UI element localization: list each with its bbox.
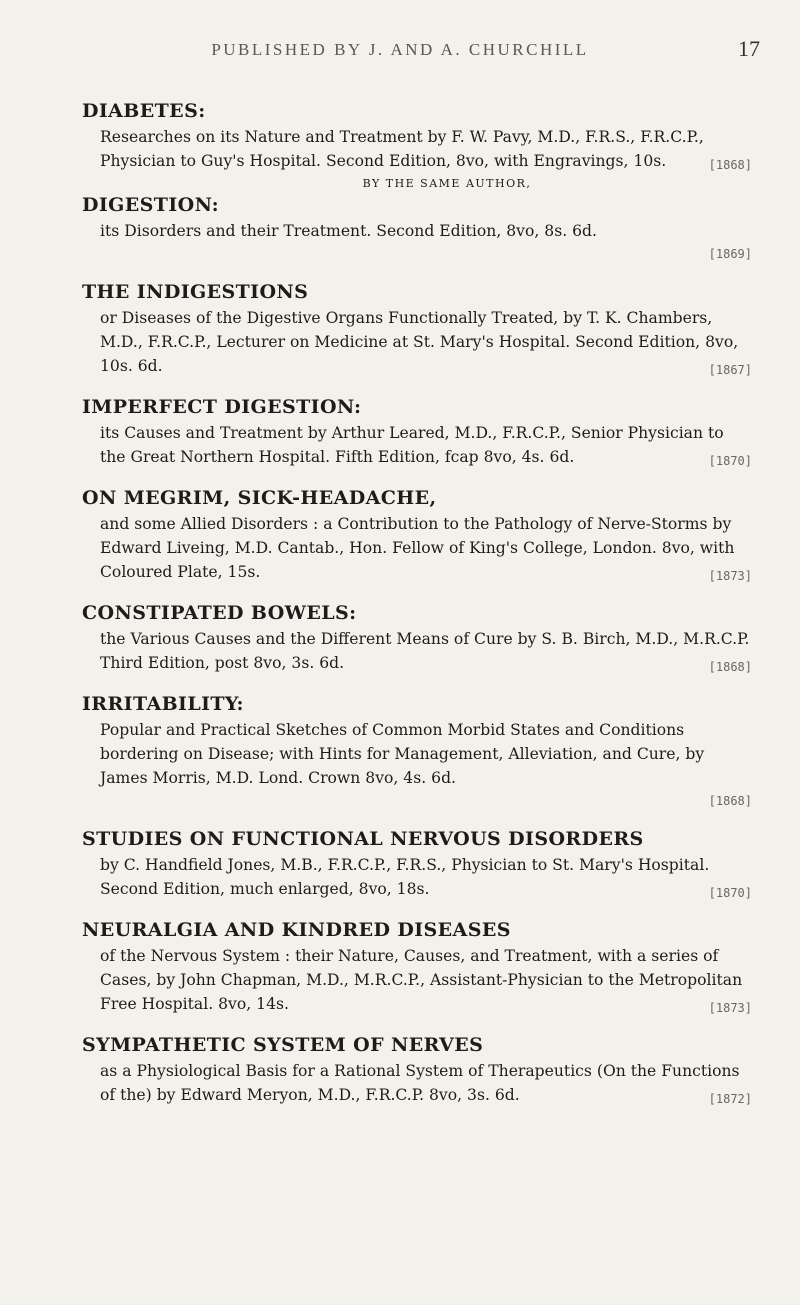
advert-list <box>82 98 752 1123</box>
entry-year: [1867] <box>708 363 752 377</box>
entry-year: [1872] <box>708 1092 752 1106</box>
list-item <box>82 691 752 810</box>
entry-description: Researches on its Nature and Treatment by F. W. Pavy, M.D., F.R.S., F.R.C.P., Physician to Guy's Hospital. Second Edition, 8vo, with Engravings, 10s. <box>100 128 704 170</box>
entry-heading: DIGESTION: <box>82 194 220 216</box>
entry-description: the Various Causes and the Different Means of Cure by S. B. Birch, M.D., M.R.C.P. Third Edition, post 8vo, 3s. 6d. <box>100 630 750 672</box>
entry-text <box>82 421 752 469</box>
entry-text <box>82 512 752 584</box>
entry-year: [1869] <box>708 247 752 261</box>
list-item <box>82 192 752 263</box>
list-item <box>82 826 752 901</box>
entry-description: by C. Handfield Jones, M.B., F.R.C.P., F.R.S., Physician to St. Mary's Hospital. Second Edition, much enlarged, 8vo, 18s. <box>100 856 710 898</box>
entry-heading: CONSTIPATED BOWELS: <box>82 602 357 624</box>
list-item <box>82 394 752 469</box>
entry-heading: IMPERFECT DIGESTION: <box>82 396 362 418</box>
entry-text <box>82 306 752 378</box>
entry-heading: THE INDIGESTIONS <box>82 281 309 303</box>
entry-year: [1870] <box>708 886 752 900</box>
entry-year: [1873] <box>708 569 752 583</box>
entry-text <box>82 853 752 901</box>
list-item <box>82 485 752 584</box>
entry-text <box>82 219 752 243</box>
entry-heading: ON MEGRIM, SICK-HEADACHE, <box>82 487 437 509</box>
entry-description: or Diseases of the Digestive Organs Functionally Treated, by T. K. Chambers, M.D., F.R.C.P., Lecturer on Medicine at St. Mary's Hospital. Second Edition, 8vo, 10s. 6d. <box>100 309 739 375</box>
entry-heading: DIABETES: <box>82 100 206 122</box>
entry-description: its Causes and Treatment by Arthur Leared, M.D., F.R.C.P., Senior Physician to the Great Northern Hospital. Fifth Edition, fcap 8vo, 4s. 6d. <box>100 424 724 466</box>
list-item <box>82 98 752 173</box>
entry-description: Popular and Practical Sketches of Common Morbid States and Conditions bordering on Disease; with Hints for Management, Alleviation, and Cure, by James Morris, M.D. Lond. Crown 8vo, 4s. 6d. <box>100 721 705 787</box>
entry-text <box>82 1059 752 1107</box>
list-item <box>82 600 752 675</box>
entry-heading: SYMPATHETIC SYSTEM OF NERVES <box>82 1034 484 1056</box>
list-item <box>82 279 752 378</box>
entry-description: as a Physiological Basis for a Rational System of Therapeutics (On the Functions of the) by Edward Meryon, M.D., F.R.C.P. 8vo, 3s. 6d. <box>100 1062 740 1104</box>
same-author-note: BY THE SAME AUTHOR, <box>362 177 532 190</box>
entry-text <box>82 944 752 1016</box>
entry-heading: IRRITABILITY: <box>82 693 244 715</box>
entry-year: [1870] <box>708 454 752 468</box>
list-item <box>82 1032 752 1107</box>
entry-text <box>82 627 752 675</box>
entry-description: of the Nervous System : their Nature, Causes, and Treatment, with a series of Cases, by John Chapman, M.D., M.R.C.P., Assistant-Physician to the Metropolitan Free Hospital. 8vo, 14s. <box>100 947 743 1013</box>
entry-text <box>82 718 752 790</box>
entry-year: [1868] <box>708 660 752 674</box>
entry-heading: STUDIES ON FUNCTIONAL NERVOUS DISORDERS <box>82 828 644 850</box>
entry-year: [1868] <box>708 158 752 172</box>
running-head: PUBLISHED BY J. AND A. CHURCHILL <box>211 40 589 59</box>
entry-year: [1873] <box>708 1001 752 1015</box>
list-item <box>82 917 752 1016</box>
entry-heading: NEURALGIA AND KINDRED DISEASES <box>82 919 511 941</box>
entry-description: its Disorders and their Treatment. Second Edition, 8vo, 8s. 6d. <box>100 222 597 240</box>
entry-description: and some Allied Disorders : a Contribution to the Pathology of Nerve-Storms by Edward Liveing, M.D. Cantab., Hon. Fellow of King's College, London. 8vo, with Coloured Plate, 15s. <box>100 515 735 581</box>
entry-year: [1868] <box>708 794 752 808</box>
entry-text <box>82 125 752 173</box>
page-number: 17 <box>738 36 760 61</box>
